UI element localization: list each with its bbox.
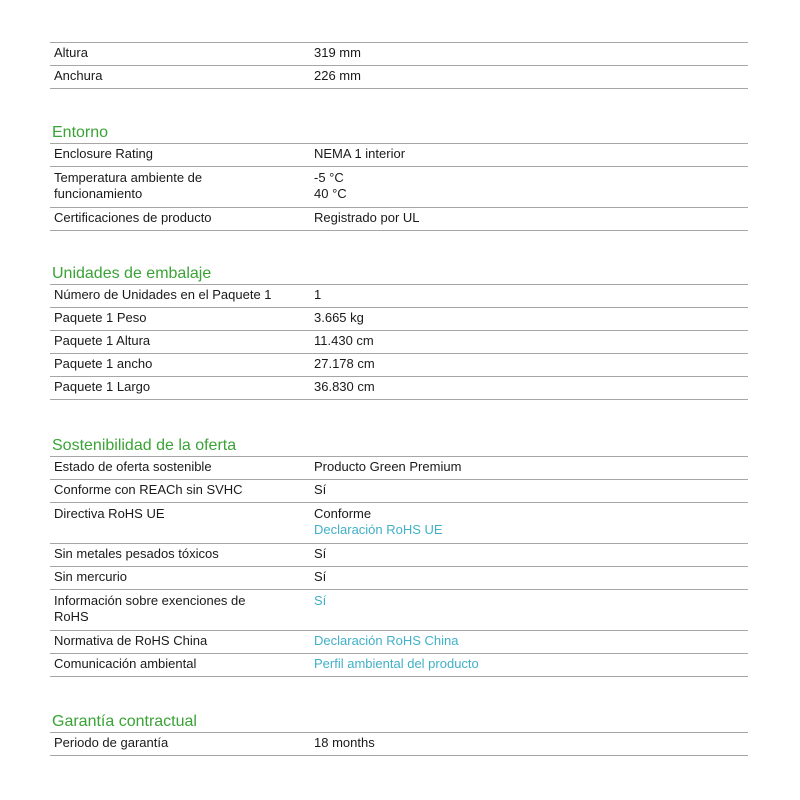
row-label: Paquete 1 Peso: [54, 310, 147, 325]
row-label: Número de Unidades en el Paquete 1: [54, 287, 272, 302]
table-row: [50, 331, 748, 354]
row-value: 11.430 cm: [314, 333, 374, 348]
row-value: Sí: [314, 546, 327, 561]
table-row: [50, 144, 748, 167]
rohs-china-declaration-link[interactable]: Declaración RoHS China: [314, 633, 459, 648]
table-row: [50, 590, 748, 631]
value-line: -5 °C: [314, 170, 344, 185]
row-value: [310, 593, 748, 625]
rohs-ue-declaration-link[interactable]: Declaración RoHS UE: [314, 522, 443, 537]
row-value: Registrado por UL: [314, 210, 420, 225]
table-row: [50, 66, 748, 89]
value-line: Conforme: [314, 506, 372, 521]
row-label: Estado de oferta sostenible: [54, 459, 212, 474]
row-label: Conforme con REACh sin SVHC: [54, 482, 243, 497]
embalaje-table: [50, 284, 748, 400]
table-row: [50, 480, 748, 503]
row-value: [310, 170, 748, 202]
row-value: 226 mm: [314, 68, 361, 83]
section-title-sostenibilidad: Sostenibilidad de la oferta: [52, 437, 237, 454]
garantia-section: [50, 712, 748, 756]
table-row: [50, 631, 748, 654]
row-value: [310, 506, 748, 538]
sostenibilidad-section: [50, 436, 748, 677]
table-row: [50, 733, 748, 756]
section-title-garantia: Garantía contractual: [52, 713, 197, 730]
entorno-section: [50, 123, 748, 231]
sostenibilidad-table: [50, 456, 748, 677]
table-row: [50, 167, 748, 208]
table-row: [50, 544, 748, 567]
row-value: Sí: [314, 482, 327, 497]
table-row: [50, 208, 748, 231]
row-value: 1: [314, 287, 322, 302]
table-row: [50, 457, 748, 480]
dimensions-table: [50, 42, 748, 89]
garantia-table: [50, 732, 748, 756]
row-label: Directiva RoHS UE: [54, 506, 165, 521]
row-value: 3.665 kg: [314, 310, 364, 325]
row-value: NEMA 1 interior: [314, 146, 406, 161]
row-label: Altura: [54, 45, 88, 60]
row-value: [310, 656, 748, 672]
embalaje-section: [50, 264, 748, 400]
row-value: 36.830 cm: [314, 379, 375, 394]
row-label: Enclosure Rating: [54, 146, 153, 161]
row-value: Sí: [314, 569, 327, 584]
dimensions-section: [50, 42, 748, 89]
row-label: Sin metales pesados tóxicos: [54, 546, 219, 561]
row-label: Paquete 1 Altura: [54, 333, 151, 348]
rohs-exemptions-link[interactable]: Sí: [314, 593, 327, 608]
row-label: Información sobre exenciones de RoHS: [54, 593, 246, 624]
section-title-embalaje: Unidades de embalaje: [52, 265, 212, 282]
row-label: Periodo de garantía: [54, 735, 169, 750]
table-row: [50, 354, 748, 377]
table-row: [50, 567, 748, 590]
row-label: Normativa de RoHS China: [54, 633, 208, 648]
table-row: [50, 503, 748, 544]
table-row: [50, 308, 748, 331]
table-row: [50, 377, 748, 400]
row-label: Temperatura ambiente de funcionamiento: [54, 170, 203, 201]
row-value: 27.178 cm: [314, 356, 375, 371]
row-label: Comunicación ambiental: [54, 656, 197, 671]
section-title-entorno: Entorno: [52, 124, 109, 141]
entorno-table: [50, 143, 748, 231]
row-label: Paquete 1 ancho: [54, 356, 153, 371]
row-value: [310, 633, 748, 649]
table-row: [50, 43, 748, 66]
row-value: 18 months: [314, 735, 375, 750]
value-line: 40 °C: [314, 186, 347, 201]
row-value: Producto Green Premium: [314, 459, 462, 474]
environmental-profile-link[interactable]: Perfil ambiental del producto: [314, 656, 479, 671]
table-row: [50, 654, 748, 677]
row-value: 319 mm: [314, 45, 361, 60]
row-label: Anchura: [54, 68, 103, 83]
table-row: [50, 285, 748, 308]
row-label: Paquete 1 Largo: [54, 379, 151, 394]
row-label: Sin mercurio: [54, 569, 127, 584]
row-label: Certificaciones de producto: [54, 210, 212, 225]
